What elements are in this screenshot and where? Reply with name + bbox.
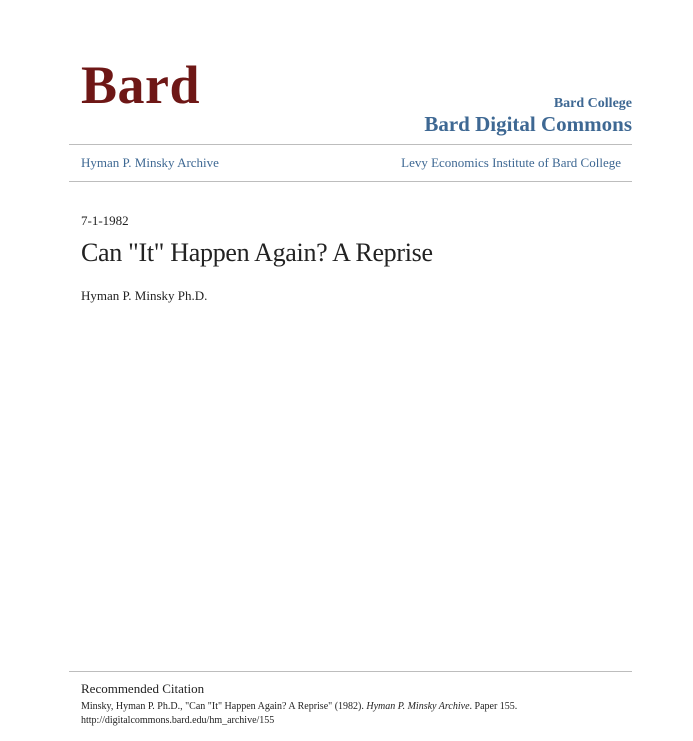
institute-link[interactable]: Levy Economics Institute of Bard College [401, 155, 621, 170]
document-author: Hyman P. Minsky Ph.D. [81, 288, 208, 303]
publication-date: 7-1-1982 [81, 213, 129, 228]
nav-divider [69, 181, 632, 182]
brand-college-link[interactable]: Bard College [553, 96, 632, 111]
brand-commons-link[interactable]: Bard Digital Commons [424, 112, 632, 136]
document-title: Can "It" Happen Again? A Reprise [81, 238, 433, 267]
citation-part-1: Minsky, Hyman P. Ph.D., "Can "It" Happen Again? A Reprise" (1982). [81, 701, 367, 712]
citation-url[interactable]: http://digitalcommons.bard.edu/hm_archive/155 [81, 715, 275, 726]
citation-text [81, 700, 641, 728]
citation-part-2: . Paper 155. [469, 701, 518, 712]
footer-divider [69, 671, 632, 672]
header-divider [69, 144, 632, 145]
archive-link[interactable]: Hyman P. Minsky Archive [81, 155, 219, 170]
citation-heading: Recommended Citation [81, 681, 205, 696]
brand-block [424, 95, 632, 136]
citation-collection: Hyman P. Minsky Archive [366, 701, 470, 712]
bard-logo[interactable]: Bard [81, 55, 201, 115]
